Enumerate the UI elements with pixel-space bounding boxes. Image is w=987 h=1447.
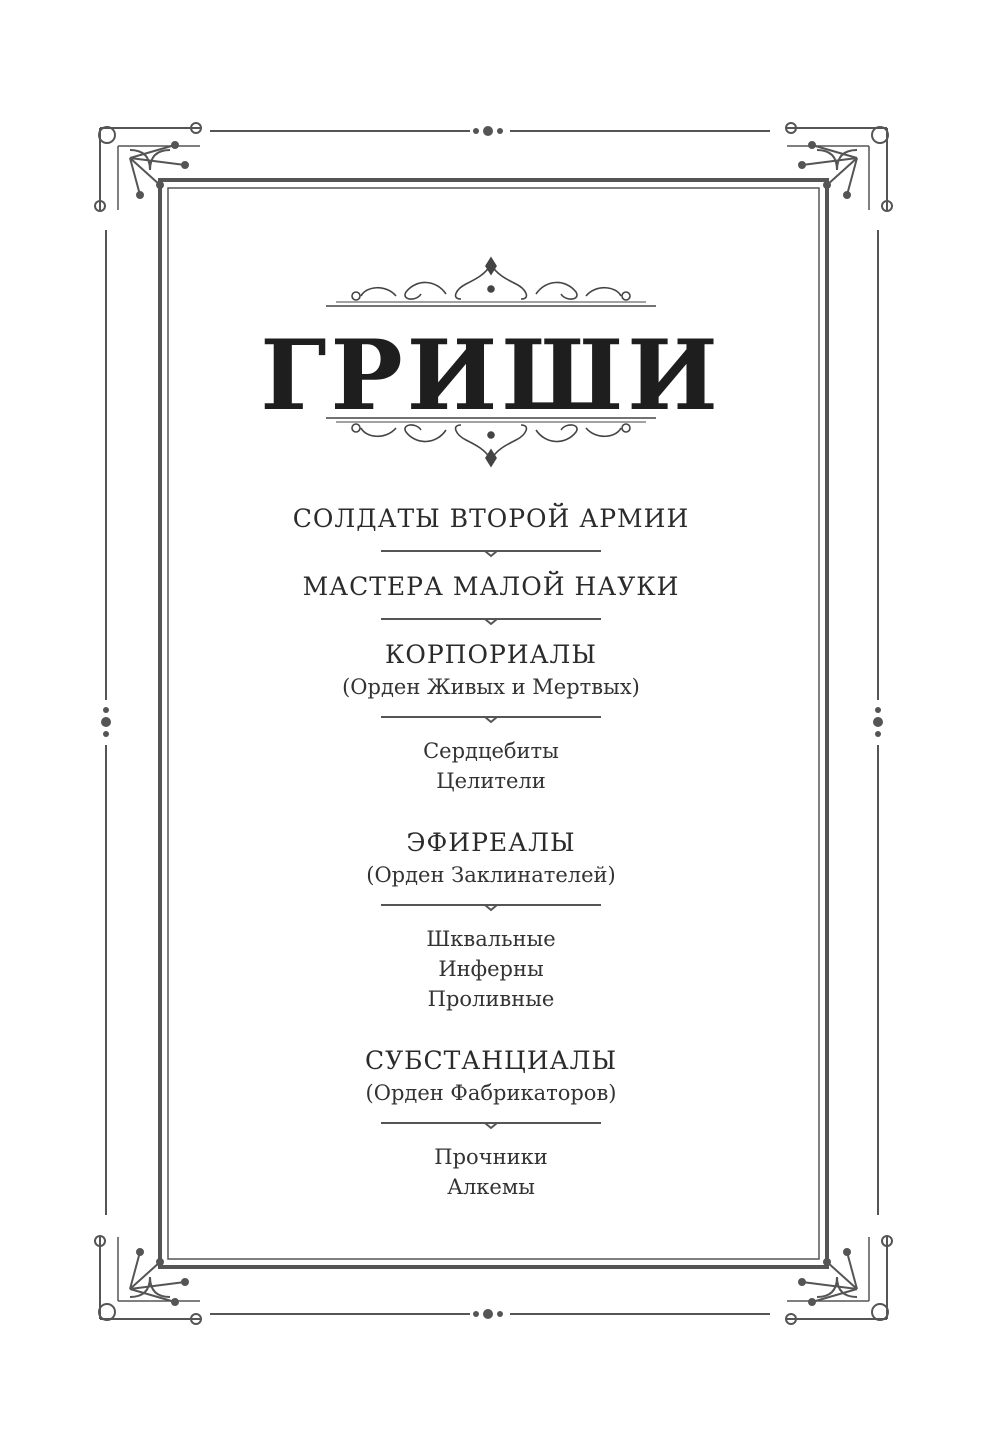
- list-item: Прочники: [434, 1145, 548, 1169]
- section-subtitle: (Орден Фабрикаторов): [365, 1081, 617, 1105]
- divider: [381, 546, 601, 558]
- ornament-top: [326, 254, 656, 314]
- section-heading: КОРПОРИАЛЫ: [385, 640, 597, 669]
- list-item: Шквальные: [426, 927, 556, 951]
- section-heading: СУБСТАНЦИАЛЫ: [364, 1046, 618, 1075]
- list-item: Алкемы: [447, 1175, 535, 1199]
- divider: [381, 614, 601, 626]
- section-subtitle: (Орден Живых и Мертвых): [342, 675, 640, 699]
- section-subtitle: (Орден Заклинателей): [366, 863, 616, 887]
- divider: [381, 1118, 601, 1130]
- divider: [381, 900, 601, 912]
- page-title: ГРИШИ: [260, 319, 722, 432]
- grisha-list: [168, 502, 814, 1202]
- section-heading: МАСТЕРА МАЛОЙ НАУКИ: [302, 572, 680, 601]
- divider: [381, 712, 601, 724]
- list-item: Инферны: [438, 957, 544, 981]
- section-heading: СОЛДАТЫ ВТОРОЙ АРМИИ: [292, 504, 690, 533]
- list-item: Проливные: [427, 987, 555, 1011]
- ornament-bottom: [326, 410, 656, 470]
- section-heading: ЭФИРЕАЛЫ: [406, 828, 576, 857]
- list-item: Целители: [436, 769, 546, 793]
- list-item: Сердцебиты: [423, 739, 559, 763]
